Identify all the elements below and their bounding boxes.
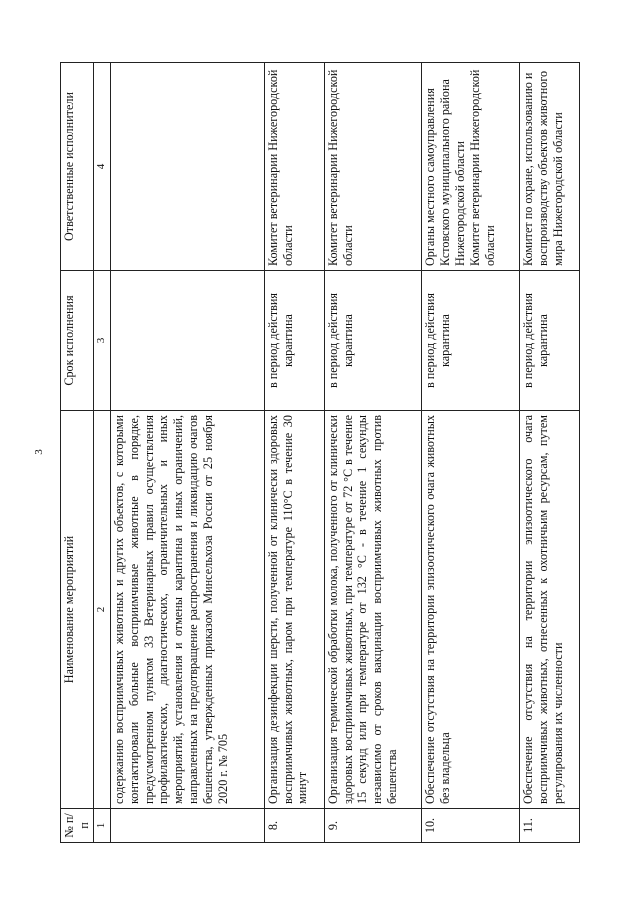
- row-num: 10.: [422, 808, 520, 842]
- row-resp: Комитет ветеринарии Нижегородской области: [264, 62, 324, 270]
- rotated-table-wrapper: [60, 63, 580, 843]
- table-row: [264, 62, 324, 842]
- table-row: [519, 62, 579, 842]
- table-row: [324, 62, 422, 842]
- col-number-2: 2: [93, 410, 110, 808]
- col-number-4: 4: [93, 62, 110, 270]
- row-resp: [110, 62, 264, 270]
- row-resp-cell: [422, 62, 520, 270]
- header-resp: Ответственные исполнители: [61, 62, 94, 270]
- page-number: 3: [32, 449, 45, 455]
- col-number-3: 3: [93, 270, 110, 410]
- row-num: 8.: [264, 808, 324, 842]
- header-term: Срок исполнения: [61, 270, 94, 410]
- row-resp: Органы местного самоуправления Кстовского муниципального района Нижегородской области: [423, 78, 468, 266]
- table-row: [110, 62, 264, 842]
- row-term: в период действия карантина: [264, 270, 324, 410]
- header-name: Наименование мероприятий: [61, 410, 94, 808]
- row-name: содержанию восприимчивых животных и других объектов, с которыми контактировали больные восприимчивые животные в порядке, предусмотренном пунктом 33 Ветеринарных правил осуществления профилактических, диагностических, ограничительных и иных мероприятий, установления и отмены карантина и иных ограничений, направленных на предотвращение распространения и ликвидацию очагов бешенства, утвержденных приказом Минсельхоза России от 25 ноября 2020 г. № 705: [110, 410, 264, 808]
- row-term: в период действия карантина: [519, 270, 579, 410]
- row-num: [110, 808, 264, 842]
- row-name: Организация термической обработки молока, полученного от клинически здоровых восприимчивых животных, при температуре от 72 °С в течение 15 секунд или при температуре от 132 °С - в течение 1 секунды независимо от сроков вакцинации восприимчивых животных против бешенства: [324, 410, 422, 808]
- row-resp: Комитет по охране, использованию и воспроизводству объектов животного мира Нижегородской области: [519, 62, 579, 270]
- column-number-row: [93, 62, 110, 842]
- row-term: в период действия карантина: [324, 270, 422, 410]
- header-row: [61, 62, 94, 842]
- measures-table: [60, 62, 580, 843]
- row-resp: Комитет ветеринарии Нижегородской области: [324, 62, 422, 270]
- table-row: [422, 62, 520, 842]
- header-num: № п/п: [61, 808, 94, 842]
- row-num: 11.: [519, 808, 579, 842]
- col-number-1: 1: [93, 808, 110, 842]
- row-term: [110, 270, 264, 410]
- row-name: Организация дезинфекции шерсти, полученной от клинически здоровых восприимчивых животных, паром при температуре 110°С в течение 30 минут: [264, 410, 324, 808]
- row-resp-secondary: Комитет ветеринарии Нижегородской области: [467, 69, 497, 266]
- row-term: в период действия карантина: [422, 270, 520, 410]
- row-num: 9.: [324, 808, 422, 842]
- row-name: Обеспечение отсутствия на территории эпизоотического очага восприимчивых животных, отнесенных к охотничьим ресурсам, путем регулирования их численности: [519, 410, 579, 808]
- row-name: Обеспечение отсутствия на территории эпизоотического очага животных без владельца: [422, 410, 520, 808]
